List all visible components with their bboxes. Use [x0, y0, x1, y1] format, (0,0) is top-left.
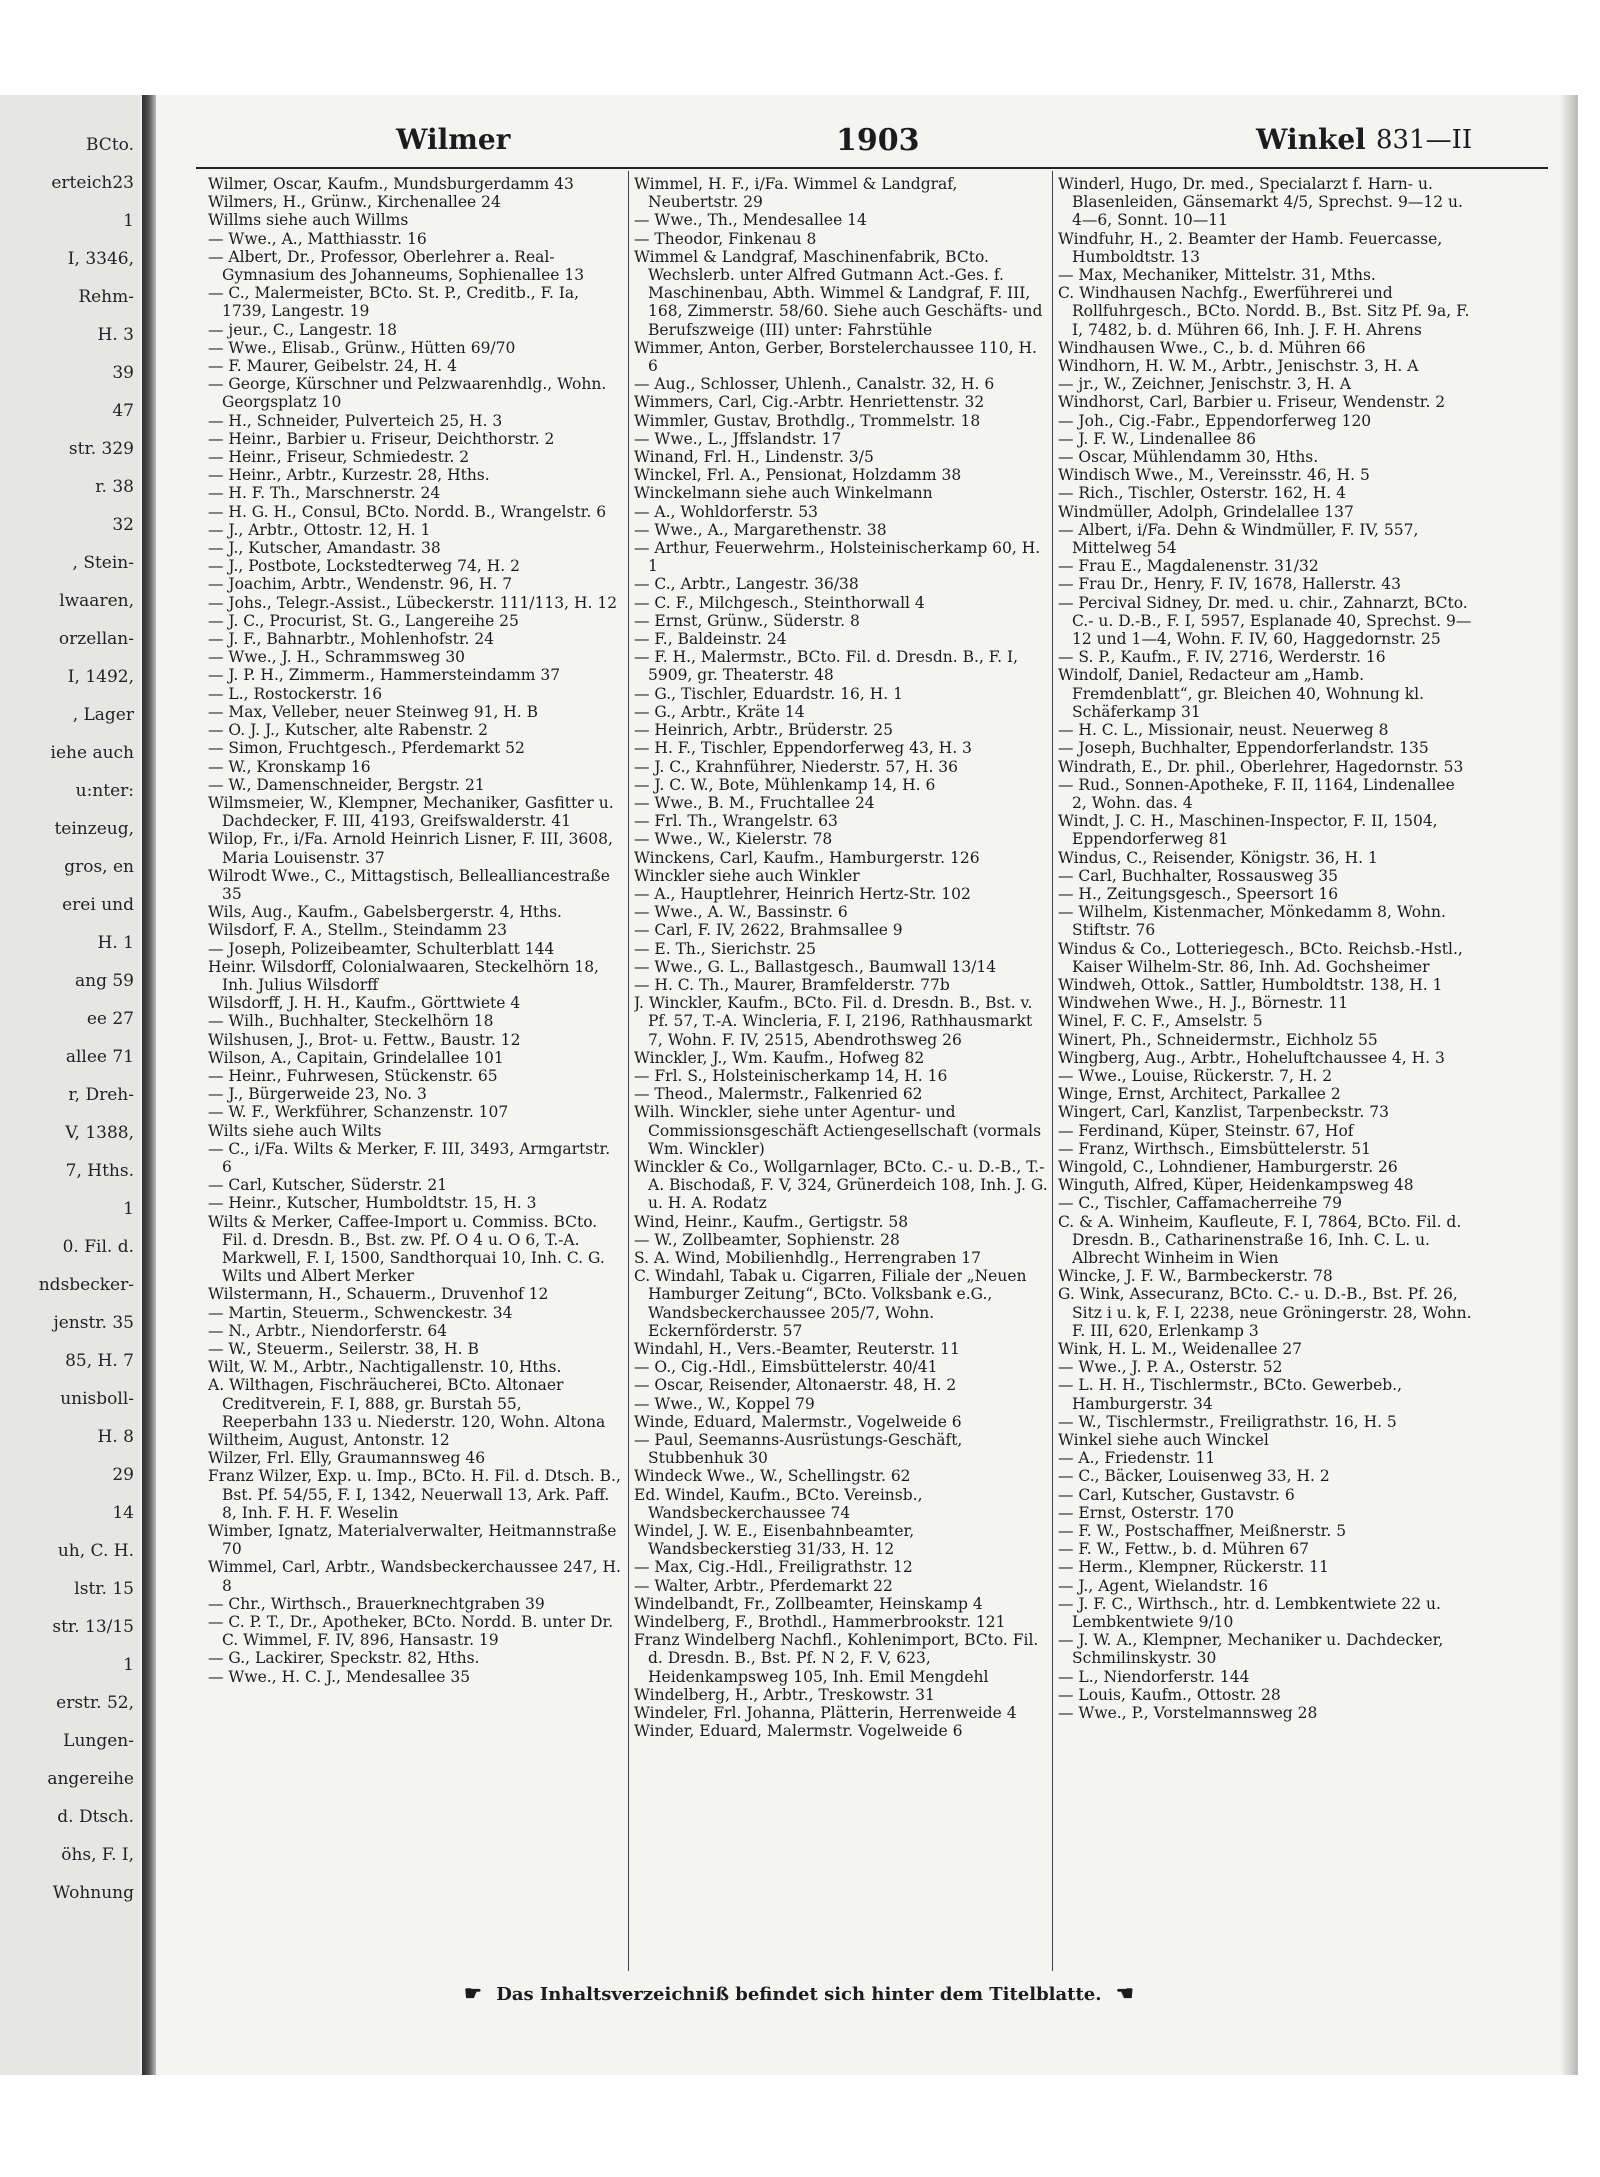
directory-entry: — J. C., Procurist, St. G., Langereihe 25 [208, 611, 519, 630]
directory-entry: — J. P. H., Zimmerm., Hammersteindamm 37 [208, 666, 561, 685]
directory-entry: — Frl. S., Holsteinischerkamp 14, H. 16 [634, 1066, 948, 1085]
column-3 [1058, 175, 1472, 1965]
directory-entry: — E. Th., Sierichstr. 25 [634, 939, 816, 958]
directory-entry: — C. P. T., Dr., Apotheker, BCto. Nordd. B. unter Dr. C. Wimmel, F. IV, 896, Hansastr. 19 [208, 1613, 614, 1650]
directory-entry: — Oscar, Mühlendamm 30, Hths. [1058, 448, 1319, 467]
previous-page-fragment: ndsbecker- [38, 1275, 134, 1295]
previous-page-fragment: Rehm- [78, 287, 134, 307]
previous-page-fragment: 1 [123, 1655, 134, 1675]
directory-entry: — Rich., Tischler, Osterstr. 162, H. 4 [1058, 484, 1346, 503]
directory-entry: Winder, Eduard, Malermstr. Vogelweide 6 [634, 1722, 963, 1741]
directory-entry: — Wwe., J. H., Schrammsweg 30 [208, 648, 466, 667]
directory-entry: Windel, J. W. E., Eisenbahnbeamter, Wandsbeckerstieg 31/33, H. 12 [634, 1522, 915, 1559]
directory-entry: — S. P., Kaufm., F. IV, 2716, Werderstr. 16 [1058, 648, 1386, 667]
previous-page-fragment: 0. Fil. d. [62, 1237, 134, 1257]
directory-entry: — Heinr., Arbtr., Kurzestr. 28, Hths. [208, 466, 490, 485]
directory-entry: — L., Rostockerstr. 16 [208, 684, 383, 703]
directory-entry: Wilh. Winckler, siehe unter Agentur- und Commissionsgeschäft Actiengesellschaft (vormals Wm. Winckler) [634, 1103, 1042, 1158]
directory-entry: — C., Bäcker, Louisenweg 33, H. 2 [1058, 1467, 1330, 1486]
directory-entry: Windhausen Wwe., C., b. d. Mühren 66 [1058, 338, 1366, 357]
directory-entry: Franz Windelberg Nachfl., Kohlenimport, BCto. Fil. d. Dresdn. B., Bst. Pf. N 2, F. V, 623, Heidenkampsweg 105, Inh. Emil Mengdehl [634, 1631, 1039, 1686]
directory-entry: Winde, Eduard, Malermstr., Vogelweide 6 [634, 1412, 962, 1431]
directory-entry: — J. C., Krahnführer, Niederstr. 57, H. 36 [634, 757, 959, 776]
directory-entry: Wilmer, Oscar, Kaufm., Mundsburgerdamm 43 [208, 175, 574, 193]
directory-entry: — Joseph, Buchhalter, Eppendorferlandstr. 135 [1058, 739, 1429, 758]
directory-entry: — Theodor, Finkenau 8 [634, 229, 817, 248]
directory-entry: — Carl, Kutscher, Gustavstr. 6 [1058, 1485, 1295, 1504]
pointing-hand-left-icon: ☚ [1115, 1981, 1134, 2005]
previous-page-fragment: I, 3346, [67, 249, 134, 269]
directory-entry: Winand, Frl. H., Lindenstr. 3/5 [634, 448, 874, 467]
directory-entry: Wimber, Ignatz, Materialverwalter, Heitmannstraße 70 [208, 1522, 617, 1559]
page-edge-shadow [1560, 95, 1578, 2075]
directory-entry: — Wwe., B. M., Fruchtallee 24 [634, 793, 875, 812]
directory-entry: — W. F., Werkführer, Schanzenstr. 107 [208, 1103, 509, 1122]
directory-entry: Windus & Co., Lotteriegesch., BCto. Reichsb.-Hstl., Kaiser Wilhelm-Str. 86, Inh. Ad. Gochsheimer [1058, 939, 1463, 976]
directory-entry: — Heinr., Friseur, Schmiedestr. 2 [208, 448, 470, 467]
directory-entry: Winckler, J., Wm. Kaufm., Hofweg 82 [634, 1048, 925, 1067]
directory-entry: Windt, J. C. H., Maschinen-Inspector, F. II, 1504, Eppendorferweg 81 [1058, 812, 1438, 849]
directory-entry: — H. C. L., Missionair, neust. Neuerweg 8 [1058, 721, 1389, 740]
directory-entry: S. A. Wind, Mobilienhdlg., Herrengraben 17 [634, 1248, 982, 1267]
previous-page-fragment: uh, C. H. [57, 1541, 134, 1561]
directory-entry: Windelberg, F., Brothdl., Hammerbrookstr. 121 [634, 1613, 1006, 1632]
directory-entry: Wilts siehe auch Wilts [208, 1121, 382, 1140]
previous-page-fragment: teinzeug, [54, 819, 134, 839]
directory-entry: — Max, Velleber, neuer Steinweg 91, H. B [208, 702, 539, 721]
directory-entry: — A., Friedenstr. 11 [1058, 1449, 1216, 1468]
directory-entry: — L., Niendorferstr. 144 [1058, 1667, 1250, 1686]
directory-entry: — Johs., Telegr.-Assist., Lübeckerstr. 111/113, H. 12 [208, 593, 618, 612]
directory-entry: — Heinr., Fuhrwesen, Stückenstr. 65 [208, 1066, 498, 1085]
directory-entry: Wilsdorf, F. A., Stellm., Steindamm 23 [208, 921, 507, 940]
column-2 [634, 175, 1048, 1965]
directory-entry: — W., Steuerm., Seilerstr. 38, H. B [208, 1340, 479, 1358]
book-gutter [142, 95, 156, 2075]
directory-entry: Ed. Windel, Kaufm., BCto. Vereinsb., Wandsbeckerchaussee 74 [634, 1485, 923, 1522]
directory-entry: — Chr., Wirthsch., Brauerknechtgraben 39 [208, 1594, 545, 1613]
previous-page-fragment: 1 [123, 211, 134, 231]
previous-page-fragment: unisboll- [60, 1389, 134, 1409]
directory-entry: — Joseph, Polizeibeamter, Schulterblatt 144 [208, 939, 555, 958]
directory-entry: — Wilh., Buchhalter, Steckelhörn 18 [208, 1012, 494, 1031]
directory-entry: Windhorn, H. W. M., Arbtr., Jenischstr. 3, H. A [1058, 357, 1419, 376]
directory-entry: — G., Lackirer, Speckstr. 82, Hths. [208, 1649, 480, 1668]
header-rule [196, 167, 1548, 169]
directory-entry: — H. G. H., Consul, BCto. Nordd. B., Wrangelstr. 6 [208, 502, 607, 521]
directory-entry: Wimmel & Landgraf, Maschinenfabrik, BCto. Wechslerb. unter Alfred Gutmann Act.-Ges. f. Maschinenbau, Abth. Wimmel & Landgraf, F. III, 168, Zimmerstr. 58/60. Siehe auch Geschäfts- und Berufszweige (III) unter: Fahrstühle [634, 247, 1043, 339]
directory-entry: — N., Arbtr., Niendorferstr. 64 [208, 1321, 448, 1340]
directory-entry: — Franz, Wirthsch., Eimsbüttelerstr. 51 [1058, 1139, 1371, 1158]
directory-entry: C. Windhausen Nachfg., Ewerführerei und Rollfuhrgesch., BCto. Nordd. B., Bst. Sitz Pf. 9a, F. I, 7482, b. d. Mühren 66, Inh. J. F. H. Ahrens [1058, 284, 1470, 339]
directory-entry: — L. H. H., Tischlermstr., BCto. Gewerbeb., Hamburgerstr. 34 [1058, 1376, 1403, 1413]
directory-entry: Franz Wilzer, Exp. u. Imp., BCto. H. Fil. d. Dtsch. B., Bst. Pf. 54/55, F. I, 1342, Neuerwall 13, Ark. Paff. 8, Inh. F. H. F. Weselin [208, 1467, 621, 1522]
previous-page-fragment: str. 13/15 [52, 1617, 134, 1637]
directory-entry: — C., Tischler, Caffamacherreihe 79 [1058, 1194, 1343, 1213]
directory-entry: Wilzer, Frl. Elly, Graumannsweg 46 [208, 1449, 486, 1468]
directory-entry: Wilson, A., Capitain, Grindelallee 101 [208, 1048, 504, 1067]
directory-entry: — F. W., Postschaffner, Meißnerstr. 5 [1058, 1522, 1347, 1541]
directory-entry: — Albert, i/Fa. Dehn & Windmüller, F. IV, 557, Mittelweg 54 [1058, 520, 1419, 558]
previous-page-fragment: erei und [62, 895, 134, 915]
directory-entry: Willms siehe auch Willms [208, 211, 409, 230]
directory-entry: C. & A. Winheim, Kaufleute, F. I, 7864, BCto. Fil. d. Dresdn. B., Catharinenstraße 16, Inh. C. L. u. Albrecht Winheim in Wien [1058, 1212, 1462, 1267]
page-number: 831—II [1376, 125, 1473, 155]
directory-entry: Wils, Aug., Kaufm., Gabelsbergerstr. 4, Hths. [208, 903, 562, 922]
previous-page-fragment: d. Dtsch. [57, 1807, 134, 1827]
directory-entry: Wilt, W. M., Arbtr., Nachtigallenstr. 10, Hths. [208, 1358, 562, 1377]
column-divider [628, 171, 629, 1971]
directory-entry: Heinr. Wilsdorff, Colonialwaaren, Steckelhörn 18, Inh. Julius Wilsdorff [208, 957, 599, 994]
directory-entry: — F., Baldeinstr. 24 [634, 630, 787, 649]
directory-entry: — C., i/Fa. Wilts & Merker, F. III, 3493, Armgartstr. 6 [208, 1139, 611, 1176]
directory-entry: — W., Tischlermstr., Freiligrathstr. 16, H. 5 [1058, 1412, 1397, 1431]
directory-entry: — Heinrich, Arbtr., Brüderstr. 25 [634, 721, 893, 740]
directory-entry: — J. F. C., Wirthsch., htr. d. Lembkentwiete 22 u. Lembkentwiete 9/10 [1058, 1594, 1441, 1632]
directory-entry: — Frau E., Magdalenenstr. 31/32 [1058, 557, 1319, 576]
column-divider [1052, 171, 1053, 1971]
directory-entry: — H. F., Tischler, Eppendorferweg 43, H. 3 [634, 739, 972, 758]
directory-entry: Winckens, Carl, Kaufm., Hamburgerstr. 126 [634, 848, 980, 867]
directory-entry: Winckel, Frl. A., Pensionat, Holzdamm 38 [634, 466, 962, 485]
directory-entry: Windweh, Ottok., Sattler, Humboldtstr. 138, H. 1 [1058, 975, 1443, 994]
directory-entry: — H. C. Th., Maurer, Bramfelderstr. 77b [634, 975, 950, 994]
directory-entry: Windeler, Frl. Johanna, Plätterin, Herrenweide 4 [634, 1704, 1017, 1723]
previous-page-fragment: 85, H. 7 [65, 1351, 134, 1371]
directory-entry: Winckelmann siehe auch Winkelmann [634, 484, 933, 503]
directory-entry: Windolf, Daniel, Redacteur am „Hamb. Fremdenblatt“, gr. Bleichen 40, Wohnung kl. Schäferkamp 31 [1058, 666, 1425, 721]
directory-entry: Winguth, Alfred, Küper, Heidenkampsweg 48 [1058, 1176, 1414, 1195]
directory-entry: — Frl. Th., Wrangelstr. 63 [634, 812, 838, 831]
directory-entry: Wilop, Fr., i/Fa. Arnold Heinrich Lisner, F. III, 3608, Maria Louisenstr. 37 [208, 830, 613, 867]
header-left-keyword: Wilmer [396, 123, 511, 156]
directory-entry: — Carl, F. IV, 2622, Brahmsallee 9 [634, 921, 903, 940]
directory-entry: Wind, Heinr., Kaufm., Gertigstr. 58 [634, 1212, 909, 1231]
directory-entry: — C., Arbtr., Langestr. 36/38 [634, 575, 859, 594]
directory-entry: — Carl, Kutscher, Süderstr. 21 [208, 1176, 448, 1195]
directory-entry: — Percival Sidney, Dr. med. u. chir., Zahnarzt, BCto. C.- u. D.-B., F. I, 5957, Esplanade 40, Sprechst. 9—12 und 1—4, Wohn. F. IV, 60, Haggedornstr. 25 [1058, 593, 1472, 649]
directory-entry: — Aug., Schlosser, Uhlenh., Canalstr. 32, H. 6 [634, 375, 995, 394]
directory-entry: Wilsdorff, J. H. H., Kaufm., Görttwiete 4 [208, 994, 521, 1013]
directory-entry: G. Wink, Assecuranz, BCto. C.- u. D.-B., Bst. Pf. 26, Sitz i u. k, F. I, 2238, neue Gröningerstr. 28, Wohn. F. III, 620, Erlenkamp 3 [1058, 1285, 1472, 1340]
footer-text: Das Inhaltsverzeichniß befindet sich hinter dem Titelblatte. [496, 1984, 1102, 2005]
directory-entry: Winderl, Hugo, Dr. med., Specialarzt f. Harn- u. Blasenleiden, Gänsemarkt 4/5, Sprechst. 9—12 u. 4—6, Sonnt. 10—11 [1058, 175, 1463, 230]
directory-entry: — Wwe., W., Kielerstr. 78 [634, 830, 833, 849]
directory-entry: — W., Zollbeamter, Sophienstr. 28 [634, 1230, 900, 1249]
directory-page [156, 95, 1578, 2075]
directory-entry: — Wwe., L., Jffslandstr. 17 [634, 429, 842, 448]
directory-entry: Winel, F. C. F., Amselstr. 5 [1058, 1012, 1263, 1031]
directory-entry: Windwehen Wwe., H. J., Börnestr. 11 [1058, 994, 1349, 1013]
directory-entry: — Wwe., A., Margarethenstr. 38 [634, 520, 887, 539]
directory-entry: — F. H., Malermstr., BCto. Fil. d. Dresdn. B., F. I, 5909, gr. Theaterstr. 48 [634, 648, 1019, 685]
pointing-hand-right-icon: ☛ [464, 1981, 482, 2005]
directory-entry: Winge, Ernst, Architect, Parkallee 2 [1058, 1085, 1341, 1104]
directory-entry: Wilmers, H., Grünw., Kirchenallee 24 [208, 193, 501, 212]
directory-entry: — Joachim, Arbtr., Wendenstr. 96, H. 7 [208, 575, 513, 594]
directory-entry: — Ernst, Osterstr. 170 [1058, 1503, 1234, 1522]
previous-page-fragment: ang 59 [74, 971, 134, 991]
directory-entry: Windeck Wwe., W., Schellingstr. 62 [634, 1467, 911, 1486]
directory-entry: — O., Cig.-Hdl., Eimsbüttelerstr. 40/41 [634, 1358, 938, 1377]
directory-entry: — J., Kutscher, Amandastr. 38 [208, 539, 441, 558]
directory-entry: — Wwe., P., Vorstelmannsweg 28 [1058, 1704, 1318, 1723]
directory-entry: Wimmer, Anton, Gerber, Borstelerchaussee 110, H. 6 [634, 338, 1037, 376]
previous-page-fragment: Lungen- [63, 1731, 134, 1751]
directory-entry: — Wwe., J. P. A., Osterstr. 52 [1058, 1358, 1283, 1377]
directory-entry: — Ferdinand, Küper, Steinstr. 67, Hof [1058, 1121, 1354, 1140]
directory-entry: Windisch Wwe., M., Vereinsstr. 46, H. 5 [1058, 466, 1370, 485]
directory-entry: Wimmler, Gustav, Brothdlg., Trommelstr. 18 [634, 411, 981, 430]
previous-page-fragment: lwaaren, [59, 591, 134, 611]
directory-entry: Wingberg, Aug., Arbtr., Hoheluftchaussee 4, H. 3 [1058, 1048, 1445, 1067]
previous-page-fragment: 39 [112, 363, 134, 383]
previous-page-fragment: V, 1388, [65, 1123, 134, 1143]
previous-page-fragment: ee 27 [86, 1009, 134, 1029]
directory-entry: — F. W., Fettw., b. d. Mühren 67 [1058, 1540, 1309, 1559]
directory-entry: Winckler siehe auch Winkler [634, 866, 860, 885]
directory-entry: — J. W. A., Klempner, Mechaniker u. Dachdecker, Schmilinskystr. 30 [1058, 1631, 1444, 1668]
previous-page-fragment: str. 329 [68, 439, 134, 459]
directory-entry: — Louis, Kaufm., Ottostr. 28 [1058, 1685, 1281, 1704]
directory-entry: — Carl, Buchhalter, Rossausweg 35 [1058, 866, 1339, 885]
previous-page-fragment: r. 38 [95, 477, 134, 497]
directory-entry: — Wwe., Louise, Rückerstr. 7, H. 2 [1058, 1066, 1333, 1085]
previous-page-fragment: erteich23 [51, 173, 134, 193]
directory-entry: Wimmers, Carl, Cig.-Arbtr. Henriettenstr. 32 [634, 393, 985, 412]
previous-page-fragment: lstr. 15 [74, 1579, 134, 1599]
previous-page-fragment: 14 [112, 1503, 134, 1523]
directory-entry: — C. F., Milchgesch., Steinthorwall 4 [634, 593, 925, 612]
directory-entry: Wink, H. L. M., Weidenallee 27 [1058, 1340, 1303, 1358]
previous-page-fragment: öhs, F. I, [61, 1845, 134, 1865]
previous-page-fragment: , Lager [72, 705, 134, 725]
directory-entry: — C., Malermeister, BCto. St. P., Creditb., F. Ia, 1739, Langestr. 19 [208, 284, 580, 321]
directory-entry: — O. J. J., Kutscher, alte Rabenstr. 2 [208, 721, 489, 740]
header-right-keyword: Winkel [1256, 123, 1366, 156]
directory-entry: — Joh., Cig.-Fabr., Eppendorferweg 120 [1058, 411, 1372, 430]
directory-entry: Windfuhr, H., 2. Beamter der Hamb. Feuercasse, Humboldtstr. 13 [1058, 229, 1443, 266]
previous-page-fragment: 1 [123, 1199, 134, 1219]
directory-entry: — Arthur, Feuerwehrm., Holsteinischerkamp 60, H. 1 [634, 539, 1041, 576]
previous-page-fragment: H. 1 [97, 933, 134, 953]
directory-entry: — W., Kronskamp 16 [208, 757, 371, 776]
previous-page-fragment: 32 [112, 515, 134, 535]
column-1 [208, 175, 622, 1965]
footer-note [456, 1981, 1142, 2005]
previous-page-fragment: erstr. 52, [56, 1693, 134, 1713]
previous-page-fragment: H. 8 [97, 1427, 134, 1447]
directory-entry: — Albert, Dr., Professor, Oberlehrer a. Real-Gymnasium des Johanneums, Sophienallee 13 [208, 247, 585, 285]
directory-entry: — jeur., C., Langestr. 18 [208, 320, 398, 339]
directory-entry: Wiltheim, August, Antonstr. 12 [208, 1431, 450, 1450]
directory-entry: Wincke, J. F. W., Barmbeckerstr. 78 [1058, 1267, 1333, 1286]
previous-page-fragment: jenstr. 35 [53, 1313, 134, 1333]
directory-entry: — Wwe., W., Koppel 79 [634, 1394, 815, 1413]
directory-entry: Windelbandt, Fr., Zollbeamter, Heinskamp 4 [634, 1594, 983, 1613]
previous-page-fragment: , Stein- [72, 553, 134, 573]
directory-entry: — J. F. W., Lindenallee 86 [1058, 429, 1256, 448]
directory-entry: Wingold, C., Lohndiener, Hamburgerstr. 26 [1058, 1157, 1398, 1176]
previous-page-fragment: u:nter: [75, 781, 134, 801]
directory-entry: Wilrodt Wwe., C., Mittagstisch, Bellealliancestraße 35 [208, 866, 610, 903]
directory-entry: — Max, Cig.-Hdl., Freiligrathstr. 12 [634, 1558, 913, 1577]
directory-entry: Wilts & Merker, Caffee-Import u. Commiss. BCto. Fil. d. Dresdn. B., Bst. zw. Pf. O 4 u. O 6, T.-A. Markwell, F. I, 1500, Sandthorquai 10, Inh. C. G. Wilts und Albert Merker [208, 1212, 605, 1286]
directory-entry: A. Wilthagen, Fischräucherei, BCto. Altonaer Creditverein, F. I, 888, gr. Burstah 55, Reeperbahn 133 u. Niederstr. 120, Wohn. Altona [208, 1376, 606, 1431]
previous-page-fragment: 7, Hths. [65, 1161, 134, 1181]
previous-page-fragment: 29 [112, 1465, 134, 1485]
directory-entry: — Ernst, Grünw., Süderstr. 8 [634, 611, 860, 630]
directory-entry: Winkel siehe auch Winckel [1058, 1431, 1269, 1450]
directory-entry: — Heinr., Barbier u. Friseur, Deichthorstr. 2 [208, 429, 555, 448]
directory-entry: — J., Agent, Wielandstr. 16 [1058, 1576, 1268, 1595]
previous-page-fragment: I, 1492, [67, 667, 134, 687]
directory-entry: — H., Zeitungsgesch., Speersort 16 [1058, 884, 1339, 903]
directory-entry: — J. C. W., Bote, Mühlenkamp 14, H. 6 [634, 775, 936, 794]
directory-entry: — Max, Mechaniker, Mittelstr. 31, Mths. [1058, 266, 1376, 285]
previous-page-fragment: iehe auch [50, 743, 134, 763]
previous-page-fragment: angereihe [47, 1769, 134, 1789]
directory-entry: — Wilhelm, Kistenmacher, Mönkedamm 8, Wohn. Stiftstr. 76 [1058, 903, 1446, 940]
directory-entry: Windmüller, Adolph, Grindelallee 137 [1058, 502, 1354, 521]
directory-entry: C. Windahl, Tabak u. Cigarren, Filiale der „Neuen Hamburger Zeitung“, BCto. Volksbank e.G., Wandsbeckerchaussee 205/7, Wohn. Eckernförderstr. 57 [634, 1267, 1027, 1340]
directory-entry: — Wwe., Th., Mendesallee 14 [634, 211, 867, 230]
directory-entry: — H. F. Th., Marschnerstr. 24 [208, 484, 441, 503]
previous-page-fragment: 47 [112, 401, 134, 421]
directory-entry: — A., Wohldorferstr. 53 [634, 502, 819, 521]
directory-entry: — Herm., Klempner, Rückerstr. 11 [1058, 1558, 1329, 1577]
directory-entry: Wimmel, H. F., i/Fa. Wimmel & Landgraf, Neubertstr. 29 [634, 175, 958, 212]
directory-entry: — Martin, Steuerm., Schwenckestr. 34 [208, 1303, 513, 1322]
directory-entry: — Theod., Malermstr., Falkenried 62 [634, 1085, 923, 1104]
directory-entry: — Walter, Arbtr., Pferdemarkt 22 [634, 1576, 893, 1595]
directory-entry: — H., Schneider, Pulverteich 25, H. 3 [208, 411, 503, 430]
directory-entry: — A., Hauptlehrer, Heinrich Hertz-Str. 102 [634, 884, 971, 903]
directory-entry: — Frau Dr., Henry, F. IV, 1678, Hallerstr. 43 [1058, 575, 1401, 594]
directory-entry: Windhorst, Carl, Barbier u. Friseur, Wendenstr. 2 [1058, 393, 1446, 412]
directory-entry: Wimmel, Carl, Arbtr., Wandsbeckerchaussee 247, H. 8 [208, 1558, 621, 1595]
previous-page-fragment: orzellan- [58, 629, 134, 649]
directory-entry: — Wwe., G. L., Ballastgesch., Baumwall 13/14 [634, 957, 997, 976]
previous-page-fragment: r, Dreh- [68, 1085, 134, 1105]
previous-page-fragment: allee 71 [65, 1047, 134, 1067]
directory-entry: Winert, Ph., Schneidermstr., Eichholz 55 [1058, 1030, 1378, 1049]
directory-entry: — Heinr., Kutscher, Humboldtstr. 15, H. 3 [208, 1194, 537, 1213]
directory-entry: — Oscar, Reisender, Altonaerstr. 48, H. 2 [634, 1376, 957, 1395]
directory-entry: — Wwe., H. C. J., Mendesallee 35 [208, 1667, 471, 1686]
directory-entry: — jr., W., Zeichner, Jenischstr. 3, H. A [1058, 375, 1351, 394]
directory-entry: — Wwe., A., Matthiasstr. 16 [208, 229, 427, 248]
previous-page-fragment: H. 3 [97, 325, 134, 345]
page-header [196, 123, 1548, 163]
directory-entry: — G., Arbtr., Kräte 14 [634, 702, 805, 721]
directory-entry: Wilshusen, J., Brot- u. Fettw., Baustr. 12 [208, 1030, 521, 1049]
directory-entry: Wilmsmeier, W., Klempner, Mechaniker, Gasfitter u. Dachdecker, F. III, 4193, Greifswalderstr. 41 [208, 793, 614, 831]
directory-entry: Windrath, E., Dr. phil., Oberlehrer, Hagedornstr. 53 [1058, 757, 1464, 776]
directory-entry: Winckler & Co., Wollgarnlager, BCto. C.- u. D.-B., T.-A. Bischodaß, F. V, 324, Grünerdeich 108, Inh. J. G. u. H. A. Rodatz [634, 1157, 1048, 1213]
directory-entry: — W., Damenschneider, Bergstr. 21 [208, 775, 485, 794]
directory-entry: — George, Kürschner und Pelzwaarenhdlg., Wohn. Georgsplatz 10 [208, 375, 607, 412]
directory-entry: — Rud., Sonnen-Apotheke, F. II, 1164, Lindenallee 2, Wohn. das. 4 [1058, 775, 1455, 812]
header-year: 1903 [836, 123, 920, 158]
directory-entry: — J., Bürgerweide 23, No. 3 [208, 1085, 427, 1104]
directory-entry: — Simon, Fruchtgesch., Pferdemarkt 52 [208, 739, 525, 758]
directory-entry: Windahl, H., Vers.-Beamter, Reuterstr. 11 [634, 1340, 960, 1358]
directory-entry: Wingert, Carl, Kanzlist, Tarpenbeckstr. 73 [1058, 1103, 1389, 1122]
directory-entry: J. Winckler, Kaufm., BCto. Fil. d. Dresdn. B., Bst. v. Pf. 57, T.-A. Wincleria, F. I, 2196, Rathhausmarkt 7, Wohn. F. IV, 2515, Abendrothsweg 26 [634, 994, 1033, 1049]
previous-page-fragment: Wohnung [52, 1883, 134, 1903]
previous-page-strip [0, 95, 140, 2075]
previous-page-fragment: BCto. [86, 135, 134, 155]
directory-entry: — F. Maurer, Geibelstr. 24, H. 4 [208, 357, 457, 376]
directory-entry: — Paul, Seemanns-Ausrüstungs-Geschäft, Stubbenhuk 30 [634, 1431, 963, 1468]
directory-entry: Windelberg, H., Arbtr., Treskowstr. 31 [634, 1685, 935, 1704]
directory-entry: — J., Arbtr., Ottostr. 12, H. 1 [208, 520, 431, 539]
previous-page-fragment: gros, en [64, 857, 134, 877]
directory-entry: — Wwe., Elisab., Grünw., Hütten 69/70 [208, 338, 516, 357]
directory-entry: — Wwe., A. W., Bassinstr. 6 [634, 903, 848, 922]
directory-entry: — J., Postbote, Lockstedterweg 74, H. 2 [208, 557, 520, 576]
directory-entry: Wilstermann, H., Schauerm., Druvenhof 12 [208, 1285, 549, 1304]
directory-entry: — G., Tischler, Eduardstr. 16, H. 1 [634, 684, 903, 703]
directory-entry: Windus, C., Reisender, Königstr. 36, H. 1 [1058, 848, 1378, 867]
directory-entry: — J. F., Bahnarbtr., Mohlenhofstr. 24 [208, 630, 495, 649]
